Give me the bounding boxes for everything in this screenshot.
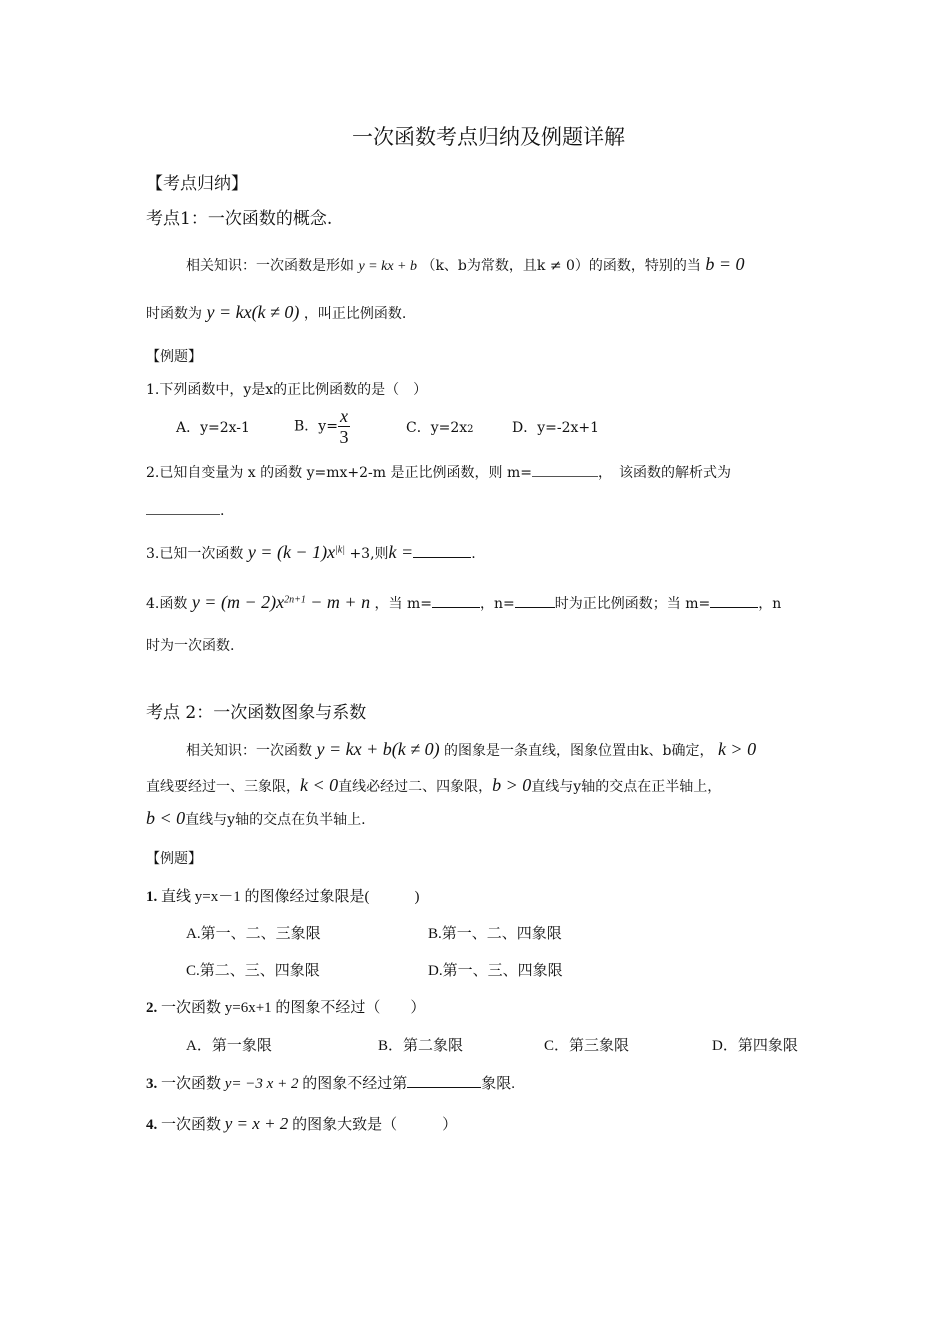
kp1-q2 — [146, 462, 731, 483]
answer-blank[interactable] — [413, 543, 471, 558]
kp2-q2 — [146, 998, 425, 1018]
kp2-q2-option-d: D．第四象限 — [712, 1038, 798, 1054]
kp2-heading: 考点 2：一次函数图象与系数 — [146, 703, 367, 723]
kp1-heading: 考点1：一次函数的概念. — [146, 209, 333, 229]
kp1-q1: 1.下列函数中，y是x的正比例函数的是（ ） — [146, 382, 428, 398]
answer-blank[interactable] — [407, 1073, 481, 1088]
kp2-cond1: k > 0 — [717, 739, 757, 759]
kp1-q4-t2: ，n= — [480, 596, 515, 612]
kp1-q3 — [146, 542, 476, 564]
kp2-q1-text: 直线 y=x－1 的图像经过象限是( ) — [161, 889, 420, 905]
kp1-q1-option-a: A．y=2x-1 — [176, 420, 250, 436]
kp1-q4 — [146, 592, 781, 614]
kp2-line3: 直线与y轴的交点在负半轴上. — [185, 812, 366, 828]
kp1-q4-t1: ，当 m= — [374, 596, 432, 612]
kp2-text1-mid: 的图象是一条直线，图象位置由k、b确定， — [444, 743, 714, 759]
kp1-text2-pre: 时函数为 — [146, 306, 202, 322]
kp1-text1-mid: （k、b为常数，且k ≠ 0）的函数，特别的当 — [421, 258, 701, 274]
fraction — [338, 406, 350, 447]
kp1-q3-formula: y = (k − 1)x — [247, 542, 336, 562]
kp1-q4-formula-a: y = (m − 2)x — [191, 592, 285, 612]
kp1-q4-line2: 时为一次函数. — [146, 638, 235, 654]
answer-blank[interactable] — [515, 593, 555, 608]
kp2-q2-option-b: B．第二象限 — [378, 1038, 464, 1054]
kp2-q4-formula: y = x + 2 — [224, 1114, 289, 1133]
kp1-q2-mid: ， 该函数的解析式为 — [597, 465, 731, 481]
kp1-q3-post: +3,则 — [349, 546, 389, 562]
kp1-q4-formula-b: − m + n — [310, 592, 371, 612]
kp1-knowledge-line2 — [146, 302, 406, 324]
kp1-q4-t4: ，n — [758, 596, 782, 612]
kp2-q2-option-c: C．第三象限 — [544, 1038, 630, 1054]
kp1-q1-option-c-sup: 2 — [467, 424, 474, 435]
kp1-q3-var: k = — [388, 542, 414, 562]
kp2-q1-option-c: C.第二、三、四象限 — [186, 963, 320, 979]
fraction-numerator: x — [339, 406, 348, 426]
kp2-example-header: 【例题】 — [146, 851, 202, 867]
kp1-q3-exponent: |k| — [335, 544, 345, 556]
kp2-knowledge-line3 — [146, 808, 366, 830]
fraction-denominator: 3 — [339, 427, 349, 447]
kp2-formula1: y = kx + b(k ≠ 0) — [316, 739, 440, 759]
kp2-q2-option-a: A．第一象限 — [186, 1038, 272, 1054]
kp2-line2-b: 直线必经过二、四象限， — [338, 779, 493, 795]
answer-blank[interactable] — [532, 462, 598, 477]
kp1-cond1: b = 0 — [705, 254, 745, 274]
kp1-q2-end: . — [220, 503, 225, 519]
kp1-q1-option-b-label: B．y= — [294, 418, 338, 435]
kp2-text1-pre: 相关知识：一次函数 — [186, 743, 312, 759]
kp2-q3-post: 象限. — [481, 1076, 515, 1092]
kp1-q2-pre: 2.已知自变量为 x 的函数 y=mx+2-m 是正比例函数，则 m= — [146, 465, 532, 481]
kp1-formula2: y = kx(k ≠ 0) — [206, 302, 300, 322]
kp2-q1-num: 1. — [146, 889, 158, 905]
kp2-knowledge-line1 — [186, 739, 756, 761]
kp2-line2-c: 直线与y轴的交点在正半轴上， — [531, 779, 722, 795]
kp2-q4-pre: 一次函数 — [161, 1117, 222, 1133]
kp1-q1-option-d: D．y=-2x+1 — [512, 420, 600, 436]
kp2-q1-option-a: A.第一、二、三象限 — [186, 926, 321, 942]
kp2-line2-a: 直线要经过一、三象限， — [146, 779, 300, 795]
kp1-q3-end: . — [471, 546, 476, 562]
kp2-q4-num: 4. — [146, 1117, 158, 1133]
answer-blank[interactable] — [432, 593, 480, 608]
answer-blank[interactable] — [146, 500, 220, 515]
kp1-q4-t3: 时为正比例函数；当 m= — [554, 596, 711, 612]
kp2-q1-option-d: D.第一、三、四象限 — [428, 963, 563, 979]
kp2-cond4: b < 0 — [146, 808, 186, 828]
section-header: 【考点归纳】 — [146, 174, 248, 194]
kp2-knowledge-line2 — [146, 775, 721, 797]
kp1-text2-post: ，叫正比例函数. — [303, 306, 407, 322]
kp1-q1-option-b — [294, 406, 350, 447]
kp1-text1-pre: 相关知识：一次函数是形如 — [186, 258, 354, 274]
kp1-q4-exponent: 2n+1 — [284, 594, 306, 606]
kp2-q3-formula: y= −3 x + 2 — [224, 1076, 299, 1092]
kp1-formula1: y = kx + b — [358, 259, 417, 274]
kp1-example-header: 【例题】 — [146, 349, 202, 365]
kp1-q3-pre: 3.已知一次函数 — [146, 546, 244, 562]
kp2-q3-mid: 的图象不经过第 — [302, 1076, 408, 1092]
kp1-q2-line2 — [146, 500, 224, 521]
page-title: 一次函数考点归纳及例题详解 — [352, 125, 625, 149]
kp2-q3-pre: 一次函数 — [161, 1076, 222, 1092]
kp1-q1-option-c — [406, 418, 474, 440]
kp2-q4-post: 的图象大致是（ ） — [292, 1117, 458, 1133]
kp2-q1-option-b: B.第一、二、四象限 — [428, 926, 562, 942]
kp2-q3 — [146, 1073, 515, 1094]
kp2-q2-text: 一次函数 y=6x+1 的图象不经过（ ） — [161, 1000, 426, 1016]
kp2-q2-num: 2. — [146, 1000, 158, 1016]
kp1-q4-pre: 4.函数 — [146, 596, 188, 612]
kp2-q1 — [146, 887, 419, 907]
kp2-cond3: b > 0 — [492, 775, 532, 795]
kp1-q1-option-c-text: C．y=2x — [406, 420, 468, 436]
kp2-cond2: k < 0 — [300, 775, 339, 795]
answer-blank[interactable] — [710, 593, 758, 608]
kp1-knowledge-line1 — [186, 254, 745, 277]
kp2-q4 — [146, 1114, 457, 1135]
kp2-q3-num: 3. — [146, 1076, 158, 1092]
